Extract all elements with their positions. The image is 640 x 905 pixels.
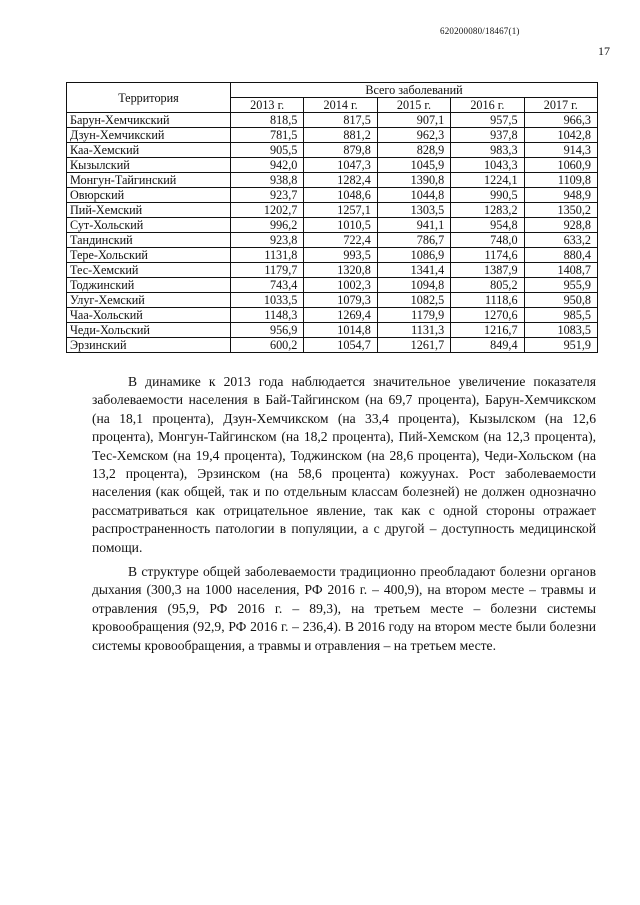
table-row: [67, 293, 598, 308]
value-cell: 1014,8: [304, 323, 377, 338]
territory-name-cell: Пий-Хемский: [67, 203, 231, 218]
value-cell: 905,5: [231, 143, 304, 158]
value-cell: 633,2: [524, 233, 597, 248]
value-cell: 1033,5: [231, 293, 304, 308]
value-cell: 828,9: [377, 143, 450, 158]
value-cell: 942,0: [231, 158, 304, 173]
table-row: [67, 128, 598, 143]
territory-name-cell: Овюрский: [67, 188, 231, 203]
paragraph-structure: В структуре общей заболеваемости традиционно преобладают болезни органов дыхания (300,3 на 1000 населения, РФ 2016 г. – 400,9), на втором месте – травмы и отравления (95,9, РФ 2016 г. – 89,3), на третьем месте – болезни системы кровообращения (92,9, РФ 2016 г. – 236,4). В 2016 году на втором месте были болезни системы кровообращения, а травмы и отравления – на третьем месте.: [92, 564, 596, 653]
table-body: [67, 113, 598, 353]
territory-name-cell: Тоджинский: [67, 278, 231, 293]
value-cell: 1109,8: [524, 173, 597, 188]
year-header: 2016 г.: [451, 98, 524, 113]
value-cell: 805,2: [451, 278, 524, 293]
value-cell: 928,8: [524, 218, 597, 233]
value-cell: 1131,8: [231, 248, 304, 263]
value-cell: 1079,3: [304, 293, 377, 308]
table-row: [67, 203, 598, 218]
value-cell: 1202,7: [231, 203, 304, 218]
value-cell: 1043,3: [451, 158, 524, 173]
territory-name-cell: Сут-Хольский: [67, 218, 231, 233]
value-cell: 1224,1: [451, 173, 524, 188]
value-cell: 1320,8: [304, 263, 377, 278]
document-code: 620200080/18467(1): [440, 26, 520, 36]
value-cell: 1350,2: [524, 203, 597, 218]
value-cell: 1048,6: [304, 188, 377, 203]
value-cell: 880,4: [524, 248, 597, 263]
value-cell: 1086,9: [377, 248, 450, 263]
value-cell: 1174,6: [451, 248, 524, 263]
value-cell: 941,1: [377, 218, 450, 233]
table-row: [67, 308, 598, 323]
value-cell: 983,3: [451, 143, 524, 158]
value-cell: 957,5: [451, 113, 524, 128]
value-cell: 937,8: [451, 128, 524, 143]
value-cell: 1390,8: [377, 173, 450, 188]
table-row: [67, 278, 598, 293]
value-cell: 1216,7: [451, 323, 524, 338]
table-row: [67, 233, 598, 248]
territory-name-cell: Эрзинский: [67, 338, 231, 353]
territory-name-cell: Тере-Хольский: [67, 248, 231, 263]
value-cell: 938,8: [231, 173, 304, 188]
value-cell: 1179,9: [377, 308, 450, 323]
value-cell: 923,7: [231, 188, 304, 203]
table-row: [67, 143, 598, 158]
territory-name-cell: Тес-Хемский: [67, 263, 231, 278]
year-header: 2017 г.: [524, 98, 597, 113]
territory-name-cell: Тандинский: [67, 233, 231, 248]
value-cell: 1044,8: [377, 188, 450, 203]
value-cell: 600,2: [231, 338, 304, 353]
value-cell: 1387,9: [451, 263, 524, 278]
value-cell: 955,9: [524, 278, 597, 293]
value-cell: 1303,5: [377, 203, 450, 218]
table-row: [67, 323, 598, 338]
value-cell: 914,3: [524, 143, 597, 158]
value-cell: 781,5: [231, 128, 304, 143]
value-cell: 1118,6: [451, 293, 524, 308]
value-cell: 743,4: [231, 278, 304, 293]
territory-name-cell: Монгун-Тайгинский: [67, 173, 231, 188]
year-header: 2014 г.: [304, 98, 377, 113]
value-cell: 985,5: [524, 308, 597, 323]
value-cell: 849,4: [451, 338, 524, 353]
value-cell: 993,5: [304, 248, 377, 263]
value-cell: 1060,9: [524, 158, 597, 173]
value-cell: 1283,2: [451, 203, 524, 218]
page-number: 17: [598, 44, 610, 58]
value-cell: 1282,4: [304, 173, 377, 188]
year-header: 2015 г.: [377, 98, 450, 113]
territory-name-cell: Кызылский: [67, 158, 231, 173]
value-cell: 1047,3: [304, 158, 377, 173]
value-cell: 1054,7: [304, 338, 377, 353]
value-cell: 748,0: [451, 233, 524, 248]
total-diseases-header: Всего заболеваний: [231, 83, 598, 98]
paragraph-dynamics: В динамике к 2013 года наблюдается значительное увеличение показателя заболеваемости населения в Бай-Тайгинском (на 69,7 процента), Барун-Хемчикском (на 18,1 процента), Дзун-Хемчикском (на 33,4 процента), Кызылском (на 12,6 процента), Монгун-Тайгинском (на 18,2 процента), Пий-Хемском (на 12,3 процента), Тес-Хемском (на 19,4 процента), Тоджинском (на 28,6 процента), Чеди-Хольском (на 13,2 процента), Эрзинском (на 58,6 процента) кожуунах. Рост заболеваемости населения (как общей, так и по отдельным классам болезней) не должен однозначно рассматриваться как отрицательное явление, так как с одной стороны отражает распространенность патологии в популяции, а с другой – доступность медицинской помощи.: [92, 374, 596, 555]
value-cell: 722,4: [304, 233, 377, 248]
table-row: [67, 188, 598, 203]
territory-name-cell: Улуг-Хемский: [67, 293, 231, 308]
value-cell: 1269,4: [304, 308, 377, 323]
value-cell: 1042,8: [524, 128, 597, 143]
table-row: [67, 338, 598, 353]
territory-name-cell: Чеди-Хольский: [67, 323, 231, 338]
value-cell: 996,2: [231, 218, 304, 233]
value-cell: 966,3: [524, 113, 597, 128]
territory-name-cell: Каа-Хемский: [67, 143, 231, 158]
value-cell: 1083,5: [524, 323, 597, 338]
value-cell: 1341,4: [377, 263, 450, 278]
value-cell: 923,8: [231, 233, 304, 248]
value-cell: 951,9: [524, 338, 597, 353]
value-cell: 990,5: [451, 188, 524, 203]
value-cell: 1179,7: [231, 263, 304, 278]
territory-name-cell: Барун-Хемчикский: [67, 113, 231, 128]
value-cell: 1045,9: [377, 158, 450, 173]
value-cell: 1094,8: [377, 278, 450, 293]
value-cell: 817,5: [304, 113, 377, 128]
value-cell: 962,3: [377, 128, 450, 143]
value-cell: 1408,7: [524, 263, 597, 278]
value-cell: 948,9: [524, 188, 597, 203]
value-cell: 1257,1: [304, 203, 377, 218]
value-cell: 1261,7: [377, 338, 450, 353]
territory-column-header: Территория: [67, 83, 231, 113]
territory-name-cell: Дзун-Хемчикский: [67, 128, 231, 143]
value-cell: 881,2: [304, 128, 377, 143]
table-row: [67, 218, 598, 233]
value-cell: 956,9: [231, 323, 304, 338]
table-row: [67, 113, 598, 128]
value-cell: 879,8: [304, 143, 377, 158]
value-cell: 1010,5: [304, 218, 377, 233]
table-row: [67, 158, 598, 173]
value-cell: 954,8: [451, 218, 524, 233]
body-text: [92, 373, 596, 661]
value-cell: 1270,6: [451, 308, 524, 323]
territory-name-cell: Чаа-Хольский: [67, 308, 231, 323]
value-cell: 786,7: [377, 233, 450, 248]
morbidity-table: [66, 82, 598, 353]
value-cell: 1131,3: [377, 323, 450, 338]
value-cell: 1148,3: [231, 308, 304, 323]
table-row: [67, 263, 598, 278]
value-cell: 1082,5: [377, 293, 450, 308]
value-cell: 1002,3: [304, 278, 377, 293]
year-header: 2013 г.: [231, 98, 304, 113]
table-row: [67, 248, 598, 263]
table-row: [67, 173, 598, 188]
value-cell: 950,8: [524, 293, 597, 308]
value-cell: 818,5: [231, 113, 304, 128]
value-cell: 907,1: [377, 113, 450, 128]
